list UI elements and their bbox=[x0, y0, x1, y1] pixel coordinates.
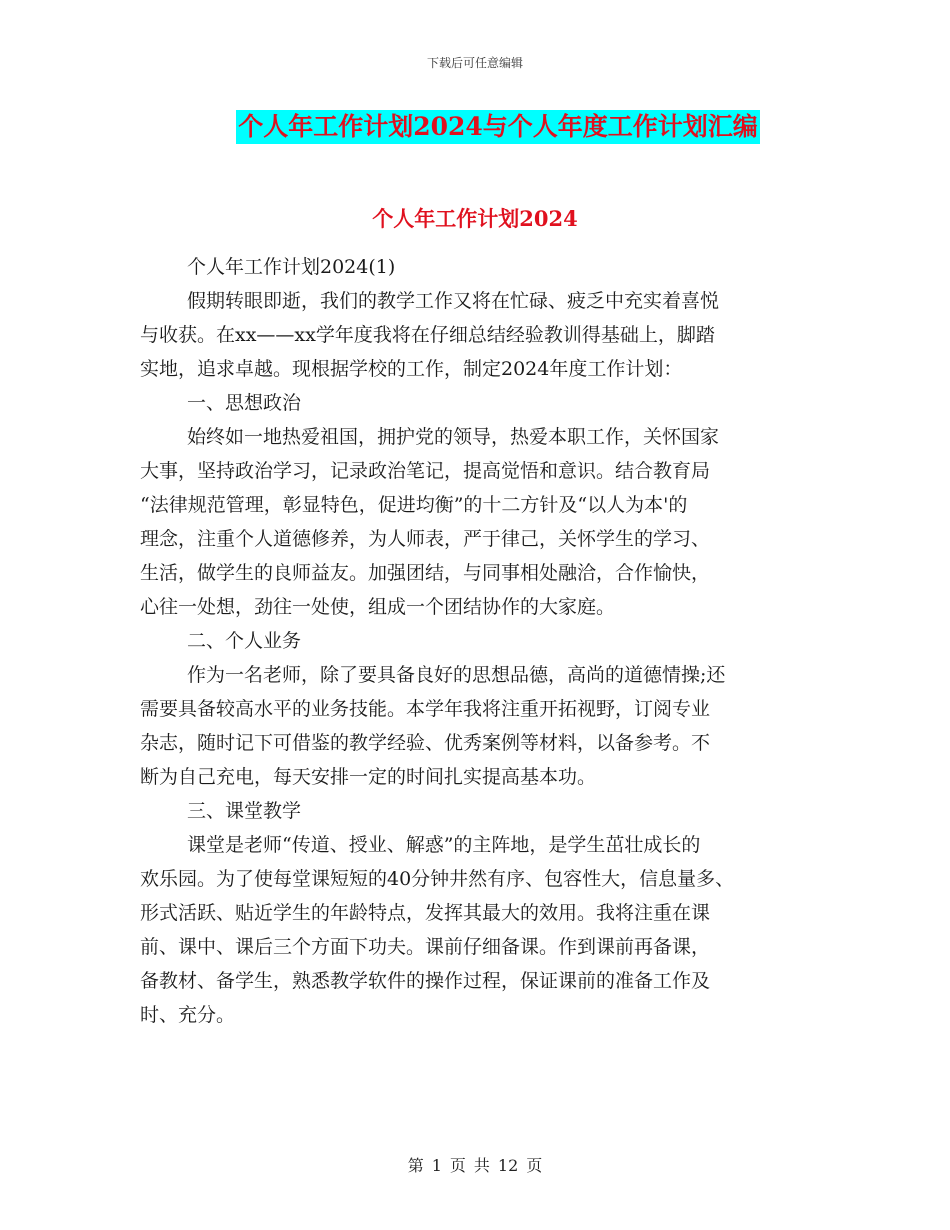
footer-total-prefix: 共 bbox=[473, 1156, 490, 1175]
text-line: 心往一处想，劲往一处使，组成一个团结协作的大家庭。 bbox=[140, 596, 616, 618]
text-line: 生活，做学生的良师益友。加强团结，与同事相处融洽，合作愉快， bbox=[140, 562, 711, 584]
text-line: 与收获。在xx——xx学年度我将在仔细总结经验教训得基础上，脚踏 bbox=[140, 324, 715, 346]
footer-total-pages: 12 bbox=[497, 1156, 519, 1175]
text-line: 理念，注重个人道德修养，为人师表，严于律己，关怀学生的学习、 bbox=[140, 528, 711, 550]
text-line: 欢乐园。为了使每堂课短短的40分钟井然有序、包容性大，信息量多、 bbox=[140, 868, 735, 890]
text-line: 始终如一地热爱祖国，拥护党的领导，热爱本职工作，关怀国家 bbox=[187, 426, 720, 448]
section-title: 个人年工作计划2024 bbox=[372, 206, 578, 231]
text-line: 个人年工作计划2024(1) bbox=[187, 256, 396, 278]
text-line: 实地，追求卓越。现根据学校的工作，制定2024年度工作计划： bbox=[140, 358, 683, 380]
text-line: 假期转眼即逝，我们的教学工作又将在忙碌、疲乏中充实着喜悦 bbox=[187, 290, 720, 312]
text-line: “法律规范管理，彰显特色，促进均衡”的十二方针及“以人为本'的 bbox=[140, 494, 688, 516]
footer-page-number: 1 bbox=[431, 1156, 442, 1175]
text-line: 需要具备较高水平的业务技能。本学年我将注重开拓视野，订阅专业 bbox=[140, 698, 711, 720]
header-note: 下载后可任意编辑 bbox=[426, 56, 523, 70]
footer-total-suffix: 页 bbox=[526, 1156, 543, 1175]
text-line: 课堂是老师“传道、授业、解惑”的主阵地，是学生茁壮成长的 bbox=[187, 834, 701, 856]
text-line: 形式活跃、贴近学生的年龄特点，发挥其最大的效用。我将注重在课 bbox=[140, 902, 711, 924]
main-title-container bbox=[0, 110, 950, 144]
text-line: 断为自己充电，每天安排一定的时间扎实提高基本功。 bbox=[140, 766, 597, 788]
text-line: 一、思想政治 bbox=[187, 392, 302, 414]
page-footer bbox=[0, 1153, 950, 1176]
text-line: 三、课堂教学 bbox=[187, 800, 302, 822]
footer-page-prefix: 第 bbox=[407, 1156, 424, 1175]
main-title: 个人年工作计划2024与个人年度工作计划汇编 bbox=[236, 110, 760, 144]
text-line: 备教材、备学生，熟悉教学软件的操作过程，保证课前的准备工作及 bbox=[140, 970, 711, 992]
text-line: 杂志，随时记下可借鉴的教学经验、优秀案例等材料，以备参考。不 bbox=[140, 732, 711, 754]
document-body bbox=[140, 250, 820, 1032]
text-line: 作为一名老师，除了要具备良好的思想品德，高尚的道德情操;还 bbox=[187, 664, 726, 686]
footer-page-label: 页 bbox=[449, 1156, 466, 1175]
text-line: 时、充分。 bbox=[140, 1004, 236, 1026]
text-line: 大事，坚持政治学习，记录政治笔记，提高觉悟和意识。结合教育局 bbox=[140, 460, 711, 482]
text-line: 二、个人业务 bbox=[187, 630, 302, 652]
text-line: 前、课中、课后三个方面下功夫。课前仔细备课。作到课前再备课， bbox=[140, 936, 711, 958]
